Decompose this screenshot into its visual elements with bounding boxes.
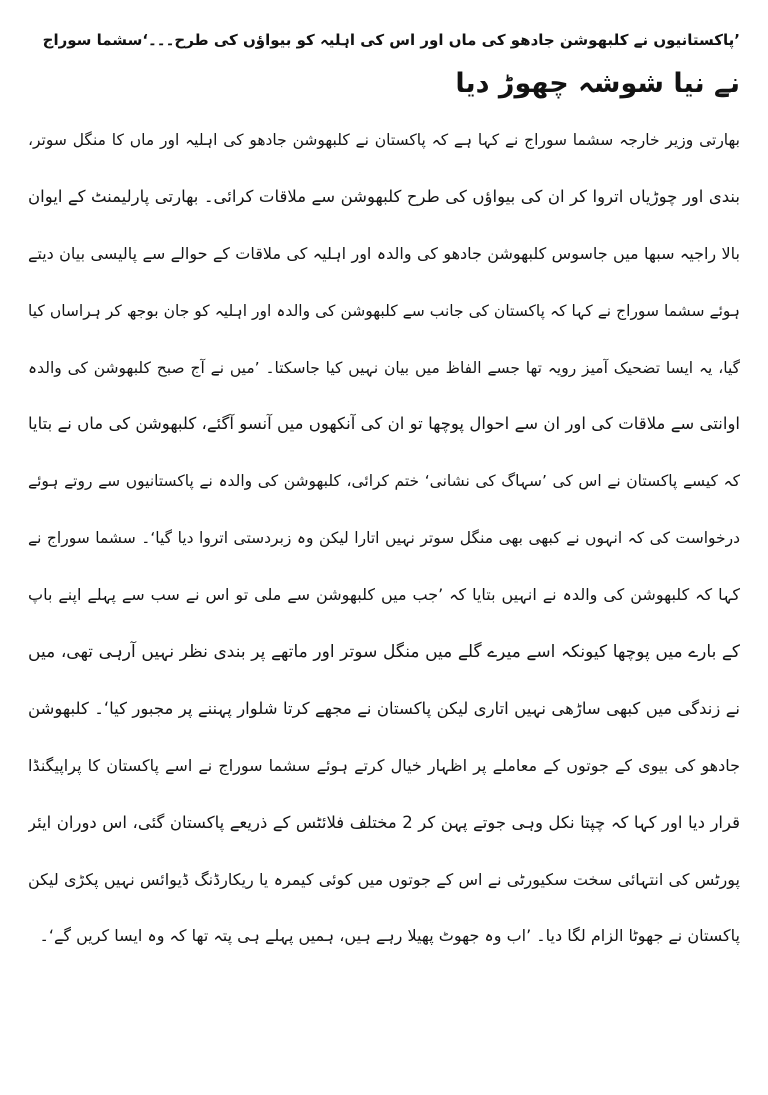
article-headline [28, 18, 740, 106]
body-line: کے بارے میں پوچھا کیونکہ اسے میرے گلے میں منگل سوتر اور ماتھے پر بندی نظر نہیں آرہی تھی، میں [28, 642, 740, 663]
body-line: گیا، یہ ایسا تضحیک آمیز رویہ تھا جسے الفاظ میں بیان نہیں کیا جاسکتا۔ ’میں نے آج صبح کلبھوشن کی والدہ [28, 358, 740, 377]
body-line: کہ کیسے پاکستان نے اس کی ’سہاگ کی نشانی‘ ختم کرائی، کلبھوشن کی والدہ نے پاکستانیوں سے روتے ہوئے [28, 472, 740, 491]
body-line: بندی اور چوڑیاں اتروا کر ان کی بیواؤں کی طرح کلبھوشن سے ملاقات کرائی۔ بھارتی پارلیمنٹ کے ایوان [28, 186, 740, 206]
body-line: ہوئے سشما سوراج نے کہا کہ پاکستان کی جانب سے کلبھوشن کی والدہ اور اہلیہ کو جان بوجھ کر ہراساں کیا [28, 301, 740, 320]
body-line: نے زندگی میں کبھی ساڑھی نہیں اتاری لیکن پاکستان نے مجھے کرتا شلوار پہننے پر مجبور کیا‘۔ کلبھوشن [28, 698, 740, 718]
body-line: پاکستان نے جھوٹا الزام لگا دیا۔ ’اب وہ جھوٹ پھیلا رہے ہیں، ہمیں پہلے ہی پتہ تھا کہ وہ ایسا کریں گے‘۔ [39, 926, 740, 946]
body-line: بالا راجیہ سبھا میں جاسوس کلبھوشن جادھو کی والدہ اور اہلیہ کی ملاقات کے حوالے سے پالیسی بیان دیتے [28, 243, 740, 263]
body-line: اوانتی سے ملاقات کی اور ان سے احوال پوچھا تو ان کی آنکھوں میں آنسو آگئے، کلبھوشن کی ماں نے بتایا [28, 414, 740, 434]
body-line: پورٹس کی انتہائی سخت سکیورٹی نے اس کے جوتوں میں کوئی کیمرہ یا ریکارڈنگ ڈیوائس نہیں پکڑی لیکن [28, 869, 740, 889]
body-line: قرار دیا اور کہا کہ چپتا نکل وہی جوتے پہن کر 2 مختلف فلائٹس کے ذریعے پاکستان گئی، اس دوران ایئر [28, 812, 740, 832]
headline-line: نے نیا شوشہ چھوڑ دیا [455, 68, 740, 99]
body-line: بھارتی وزیر خارجہ سشما سوراج نے کہا ہے کہ پاکستان نے کلبھوشن جادھو کی اہلیہ اور ماں کا منگل سوتر، [28, 131, 740, 149]
article-body [28, 112, 740, 965]
headline-line: ’پاکستانیوں نے کلبھوشن جادھو کی ماں اور اس کی اہلیہ کو بیواؤں کی طرح۔۔۔‘سشما سوراج [42, 31, 740, 49]
body-line: کہا کہ کلبھوشن کی والدہ نے انہیں بتایا کہ ’جب میں کلبھوشن سے ملی تو اس نے سب سے پہلے اپنے باپ [28, 585, 740, 605]
body-line: جادھو کی بیوی کے جوتوں کے معاملے پر اظہار خیال کرتے ہوئے سشما سوراج نے اسے پاکستان کا پراپیگنڈا [28, 755, 740, 775]
article-page [28, 18, 740, 1085]
body-line: درخواست کی کہ انہوں نے کبھی بھی منگل سوتر نہیں اتارا لیکن وہ زبردستی اتروا دیا گیا‘۔ سشما سوراج نے [28, 529, 740, 548]
